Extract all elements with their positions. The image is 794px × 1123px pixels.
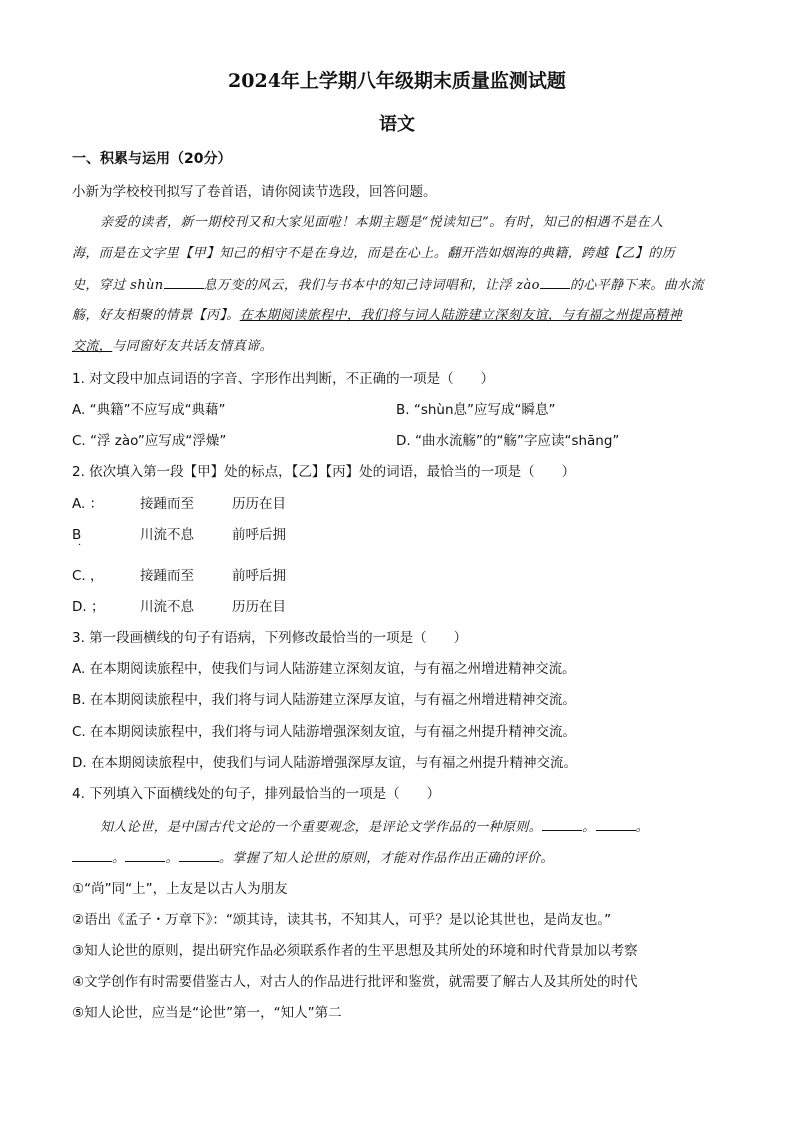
option-word: 历历在目 xyxy=(232,599,286,615)
option-word: 前呼后拥 xyxy=(232,568,286,584)
fill-blank xyxy=(542,818,582,831)
passage-line-3 xyxy=(72,276,704,295)
question-1-stem: 1. 对文段中加点词语的字音、字形作出判断，不正确的一项是（ ） xyxy=(72,371,495,387)
question-1-option-d[interactable]: D. “曲水流觞”的“觞”字应读“shāng” xyxy=(396,433,620,449)
question-3-option-a[interactable]: A. 在本期阅读旅程中，使我们与词人陆游建立深刻友谊，与有福之州增进精神交流。 xyxy=(72,661,576,677)
passage-line-4 xyxy=(72,307,682,325)
option-word: 川流不息 xyxy=(140,599,194,615)
punctuation: 。 xyxy=(112,851,126,866)
fill-blank xyxy=(179,849,219,862)
passage-text: 与同窗好友共话友情真谛。 xyxy=(112,339,274,354)
question-3-option-d[interactable]: D. 在本期阅读旅程中，使我们与词人陆游增强深厚友谊，与有福之州提升精神交流。 xyxy=(72,755,577,771)
option-dot: ． xyxy=(78,537,88,548)
fill-blank xyxy=(540,276,570,289)
fill-blank xyxy=(72,849,112,862)
question-4-sentence-2: ②语出《孟子・万章下》：“颂其诗，读其书，不知其人，可乎？是以论其世也，是尚友也。” xyxy=(72,912,612,928)
passage-line-5 xyxy=(72,338,273,356)
section-heading: 一、积累与运用（20分） xyxy=(72,151,232,167)
exam-subject: 语文 xyxy=(379,114,415,135)
fill-blank xyxy=(125,849,165,862)
option-word: 历历在目 xyxy=(232,496,286,512)
question-2-option-a[interactable] xyxy=(72,495,472,513)
option-word: 接踵而至 xyxy=(140,496,194,512)
passage-line-1: 亲爱的读者，新一期校刊又和大家见面啦！本期主题是“悦读知已”。有时，知己的相遇不是在人 xyxy=(100,215,664,230)
question-1-option-b[interactable]: B. “shùn息”应写成“瞬息” xyxy=(396,402,556,418)
question-4-passage-line-2 xyxy=(72,849,554,868)
question-2-stem: 2. 依次填入第一段【甲】处的标点，【乙】【丙】处的词语，最恰当的一项是（ ） xyxy=(72,464,576,480)
passage-line-2: 海，而是在文字里【甲】知己的相守不是在身边，而是在心上。翻开浩如烟海的典籍，跨越【乙】的历 xyxy=(72,246,676,261)
question-4-sentence-1: ①“尚”同“上”，上友是以古人为朋友 xyxy=(72,881,288,897)
punctuation: 。 xyxy=(582,820,596,835)
question-3-option-b[interactable]: B. 在本期阅读旅程中，我们将与词人陆游建立深厚友谊，与有福之州增进精神交流。 xyxy=(72,692,576,708)
option-label: C. ， xyxy=(72,568,104,584)
exam-title: 2024年上学期八年级期末质量监测试题 xyxy=(228,70,566,92)
option-label: B xyxy=(72,527,82,543)
passage-text: 知人论世，是中国古代文论的一个重要观念，是评论文学作品的一种原则。 xyxy=(100,820,543,835)
question-1-option-a[interactable]: A. “典籍”不应写成“典藉” xyxy=(72,402,226,418)
option-label: A. ： xyxy=(72,496,104,512)
question-1-option-c[interactable]: C. “浮 zào”应写成“浮燥” xyxy=(72,433,227,449)
option-label: D. ； xyxy=(72,599,105,615)
question-4-stem: 4. 下列填入下面横线处的句子，排列最恰当的一项是（ ） xyxy=(72,786,441,802)
question-4-sentence-3: ③知人论世的原则，提出研究作品必须联系作者的生平思想及其所处的环境和时代背景加以考察 xyxy=(72,943,638,959)
punctuation: 。 xyxy=(165,851,179,866)
question-3-stem: 3. 第一段画横线的句子有语病，下列修改最恰当的一项是（ ） xyxy=(72,630,468,646)
passage-text: 的心平静下来。曲水流 xyxy=(569,278,704,293)
question-2-option-b[interactable] xyxy=(72,526,472,548)
underlined-sentence: 在本期阅读旅程中，我们将与词人陆游建立深刻友谊，与有福之州提高精神 xyxy=(239,308,682,323)
passage-text: 掌握了知人论世的原则，才能对作品作出正确的评价。 xyxy=(232,851,554,866)
passage-text: 史，穿过 shùn xyxy=(72,278,164,293)
question-4-sentence-4: ④文学创作有时需要借鉴古人，对古人的作品进行批评和鉴赏，就需要了解古人及其所处的时代 xyxy=(72,974,638,990)
option-word: 前呼后拥 xyxy=(232,527,286,543)
punctuation: 。 xyxy=(218,851,233,866)
passage-text: 觞，好友相聚的情景【丙】。 xyxy=(72,308,240,323)
intro-text: 小新为学校校刊拟写了卷首语，请你阅读节选段，回答问题。 xyxy=(72,184,437,200)
question-2-option-d[interactable] xyxy=(72,598,472,616)
question-4-passage-line-1 xyxy=(100,818,649,837)
question-3-option-c[interactable]: C. 在本期阅读旅程中，我们将与词人陆游增强深刻友谊，与有福之州提升精神交流。 xyxy=(72,724,577,740)
question-2-option-c[interactable] xyxy=(72,567,472,585)
punctuation: 。 xyxy=(635,820,650,835)
option-word: 接踵而至 xyxy=(140,568,194,584)
passage-text: 息万变的风云，我们与书本中的知己诗词唱和，让浮 zào xyxy=(203,278,540,293)
fill-blank xyxy=(164,276,204,289)
underlined-sentence: 交流， xyxy=(72,339,113,354)
fill-blank xyxy=(596,818,636,831)
question-4-sentence-5: ⑤知人论世，应当是“论世”第一，“知人”第二 xyxy=(72,1005,342,1021)
option-word: 川流不息 xyxy=(140,527,194,543)
